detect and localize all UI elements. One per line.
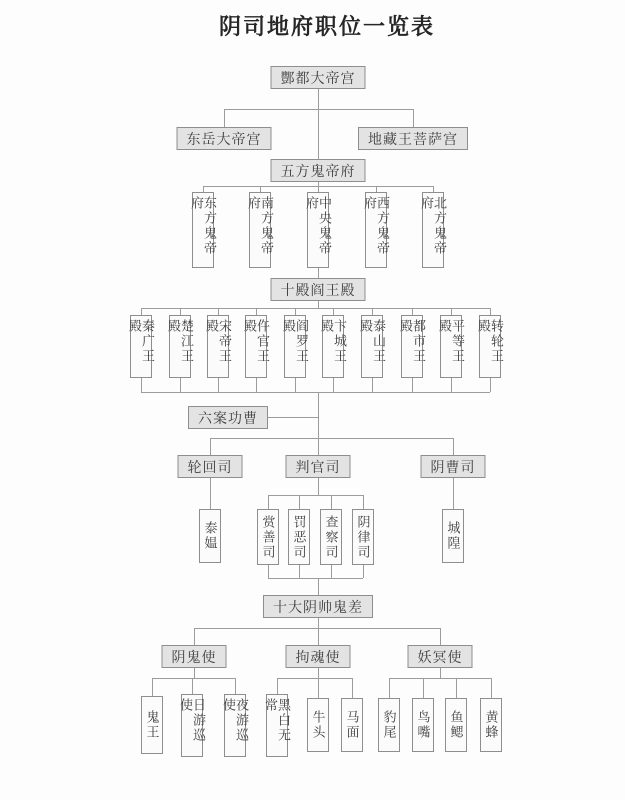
connector-line-vertical (456, 678, 457, 698)
node-reward-good-dept: 赏善司 (257, 509, 279, 565)
node-biancheng-hall: 卞城王殿 (322, 315, 344, 378)
connector-line-vertical (218, 308, 219, 315)
connector-line-vertical (295, 308, 296, 315)
connector-line-vertical (224, 109, 225, 127)
node-dongyue-dadi-palace: 东岳大帝宫 (177, 127, 272, 150)
connector-line-vertical (412, 308, 413, 315)
connector-line-vertical (333, 308, 334, 315)
connector-line-vertical (352, 678, 353, 698)
node-city-god: 城隍 (442, 509, 464, 563)
connector-line-vertical (218, 378, 219, 392)
connector-line-vertical (451, 308, 452, 315)
node-north-ghost-emperor-office: 北方鬼帝府 (422, 192, 444, 268)
connector-line-vertical (141, 308, 142, 315)
connector-line-vertical (299, 565, 300, 578)
connector-line-vertical (210, 438, 211, 455)
node-central-ghost-emperor-office: 中央鬼帝府 (307, 192, 329, 268)
node-six-case-gongcao: 六案功曹 (188, 406, 268, 429)
connector-line-vertical (318, 300, 319, 308)
connector-line-vertical (318, 578, 319, 595)
node-wuguan-hall: 仵官王殿 (245, 315, 267, 378)
connector-line-vertical (235, 678, 236, 694)
node-west-ghost-emperor-office: 西方鬼帝府 (365, 192, 387, 268)
connector-line-vertical (210, 477, 211, 509)
connector-line-vertical (331, 565, 332, 578)
node-fengdu-dadi-palace: 酆都大帝宫 (271, 66, 366, 89)
node-punish-evil-dept: 罚恶司 (288, 509, 310, 565)
node-tai-ao: 泰媪 (199, 509, 221, 563)
connector-line-vertical (440, 628, 441, 645)
connector-line-vertical (363, 565, 364, 578)
node-songdi-hall: 宋帝王殿 (207, 315, 229, 378)
node-taishan-hall: 泰山王殿 (361, 315, 383, 378)
node-yellow-wasp: 黄蜂 (480, 698, 502, 752)
node-judge-dept: 判官司 (286, 455, 351, 478)
connector-line-vertical (277, 678, 278, 694)
connector-line-vertical (318, 438, 319, 455)
connector-line-vertical (423, 678, 424, 698)
node-fish-gill: 鱼鳃 (445, 698, 467, 752)
node-ghost-king: 鬼王 (141, 696, 163, 754)
connector-line-vertical (318, 88, 319, 159)
node-yin-ghost-envoy: 阴鬼使 (162, 645, 227, 668)
connector-line-vertical (331, 495, 332, 509)
connector-line-vertical (180, 378, 181, 392)
connector-line-horizontal (277, 678, 352, 679)
connector-line-vertical (256, 308, 257, 315)
node-inspection-dept: 查察司 (320, 509, 342, 565)
node-dizang-bodhisattva-palace: 地藏王菩萨宫 (358, 127, 468, 150)
connector-line-vertical (318, 678, 319, 698)
node-yaoming-envoy: 妖冥使 (408, 645, 473, 668)
connector-line-horizontal (152, 678, 235, 679)
node-day-patrol-envoy: 日游巡使 (181, 694, 203, 757)
node-chujiang-hall: 楚江王殿 (169, 315, 191, 378)
node-yanluo-hall: 阎罗王殿 (284, 315, 306, 378)
connector-line-vertical (194, 628, 195, 645)
connector-line-vertical (318, 617, 319, 628)
node-soul-seizing-envoy: 拘魂使 (286, 645, 351, 668)
connector-line-vertical (318, 392, 319, 438)
connector-line-vertical (318, 667, 319, 678)
connector-line-vertical (453, 477, 454, 509)
connector-line-vertical (440, 667, 441, 678)
connector-line-vertical (453, 438, 454, 455)
node-zhuanlun-hall: 转轮王殿 (479, 315, 501, 378)
node-dushi-hall: 都市王殿 (401, 315, 423, 378)
connector-line-horizontal (389, 678, 491, 679)
connector-line-vertical (451, 378, 452, 392)
connector-line-vertical (141, 378, 142, 392)
connector-line-vertical (268, 495, 269, 509)
connector-line-horizontal (210, 438, 453, 439)
connector-line-horizontal (268, 578, 363, 579)
connector-line-vertical (299, 495, 300, 509)
node-ten-yin-marshals: 十大阴帅鬼差 (263, 595, 373, 618)
connector-line-horizontal (194, 628, 440, 629)
connector-line-vertical (318, 477, 319, 495)
node-qinguang-hall: 秦广王殿 (130, 315, 152, 378)
connector-line-vertical (412, 378, 413, 392)
connector-line-horizontal (141, 392, 490, 393)
node-yin-law-dept: 阴律司 (352, 509, 374, 565)
connector-line-vertical (389, 678, 390, 698)
connector-line-vertical (268, 565, 269, 578)
connector-line-vertical (363, 495, 364, 509)
connector-line-vertical (372, 308, 373, 315)
connector-line-vertical (194, 667, 195, 678)
node-reincarnation-dept: 轮回司 (178, 455, 243, 478)
connector-line-vertical (318, 268, 319, 278)
page-title: 阴司地府职位一览表 (218, 14, 436, 39)
connector-line-horizontal (141, 308, 490, 309)
node-ten-yama-halls: 十殿阎王殿 (271, 278, 366, 301)
node-yincao-dept: 阴曹司 (421, 455, 486, 478)
node-south-ghost-emperor-office: 南方鬼帝府 (249, 192, 271, 268)
node-pingdeng-hall: 平等王殿 (440, 315, 462, 378)
connector-line-vertical (180, 308, 181, 315)
connector-line-horizontal (203, 186, 433, 187)
connector-line-vertical (490, 378, 491, 392)
connector-line-vertical (333, 378, 334, 392)
connector-line-vertical (372, 378, 373, 392)
node-ox-head: 牛头 (307, 698, 329, 752)
connector-line-vertical (192, 678, 193, 694)
connector-line-vertical (413, 109, 414, 127)
node-horse-face: 马面 (341, 698, 363, 752)
connector-line-vertical (295, 378, 296, 392)
node-leopard-tail: 豹尾 (378, 698, 400, 752)
connector-line-vertical (318, 628, 319, 645)
connector-line-horizontal (268, 495, 363, 496)
connector-line-vertical (256, 378, 257, 392)
node-black-white-wuchang: 黑白无常 (266, 694, 288, 757)
connector-line-horizontal (224, 109, 413, 110)
node-five-ghost-emperor-office: 五方鬼帝府 (271, 159, 366, 182)
node-east-ghost-emperor-office: 东方鬼帝府 (192, 192, 214, 268)
connector-line-vertical (491, 678, 492, 698)
node-bird-beak: 鸟嘴 (412, 698, 434, 752)
node-night-patrol-envoy: 夜游巡使 (224, 694, 246, 757)
connector-line-vertical (152, 678, 153, 696)
connector-line-vertical (490, 308, 491, 315)
